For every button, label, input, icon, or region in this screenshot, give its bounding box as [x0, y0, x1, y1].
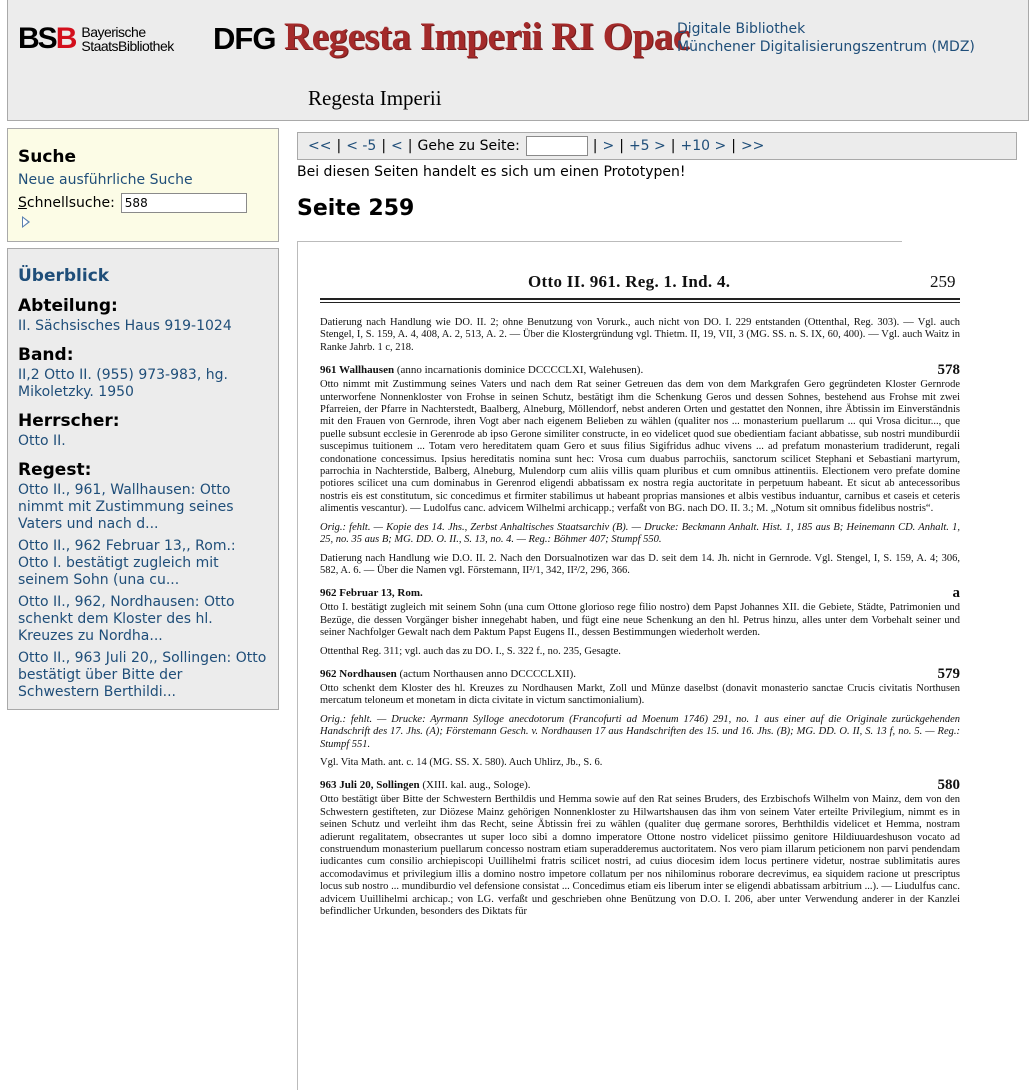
entry-580-text: Otto bestätigt über Bitte der Schwestern Berthildis und Hemma sowie auf den Rat seines Bruders, des Erzbischofs Wilhelm von Mainz, dem von den Schwestern gestifteten, zur Diözese Mainz gehörigen Nonnenkloster zu Hilwartshausen das ihm von seinem Vater erteilte Privilegium, nimmt es in seinen Schutz und verleiht ihm das Recht, seine Äbtissin frei zu wählen (qualiter duę germane sorores, Berhthildis videlicet et Hemma, nostram adierunt regalitatem, obsecrantes ut super loco sibi a domno imperatore Ottone nostro videlicet piissimo genitore Hildiuuardeshuson vocato ad construendum monasterium puellarum concesso nostram etiam superadderemus auctoritatem. Nos vero piam illarum peticionem non parvi pendendam iudicantes cum consilio archiepiscopi Uuillihelmi fratris scilicet nostri, ad cuius diocesim idem locus pertinere videtur, nostrae sublimitatis aures accomodavimus et privilegium illis a domino nostro impetore collatum per nos nihilominus roborare decrevimus, ea siquidem racione ut prescriptus locus sub nostro ... mundiburdio vel defensione consistat ... Concedimus etiam eis liberum inter se eligendi abbatissam arbitrium ...). — Liudulfus canc. advicem Uuillihelmi archicap.; von LG. verfaßt und geschrieben ohne Benützung von D.O. I. 206, aber unter Verwendung anderer in der Kanzlei befindlicher Urkunden, besonders des Diktats für [320, 794, 960, 918]
abteilung-label: Abteilung: [18, 296, 118, 316]
scan-rule [320, 302, 960, 303]
quick-search-label: Schnellsuche: [18, 195, 115, 211]
entry-number: 580 [937, 777, 960, 794]
scan-running-head [320, 272, 960, 292]
regest-link[interactable]: Otto II., 961, Wallhausen: Otto nimmt mit Zustimmung seines Vaters und nach d... [18, 482, 234, 532]
bsb-logo-text: Bayerische StaatsBibliothek [81, 24, 174, 54]
entry-579-heading: 962 Nordhausen (actum Northausen anno DCCCCLXII). 579 [320, 665, 960, 682]
scan-head-title: Otto II. 961. Reg. 1. Ind. 4. [528, 272, 731, 291]
herrscher-link[interactable]: Otto II. [18, 433, 66, 449]
quick-search-row [18, 193, 268, 213]
mdz-links [677, 20, 975, 56]
nav-prev-link[interactable]: < [391, 138, 403, 154]
goto-page-input[interactable] [526, 136, 588, 156]
search-title: Suche [18, 147, 77, 167]
entry-number: a [952, 585, 960, 602]
page-navigation [297, 132, 1017, 160]
entry-579-sources: Orig.: fehlt. — Drucke: Ayrmann Sylloge anecdotorum (Francofurti ad Moenum 1746) 291, no. 1 aus einer auf die Originale zurückgehenden Handschrift des 17. Jhs. (A); Förstemann Gesch. v. Nordhausen 17 aus Handschriften des 15. und 16. Jhs. (B); MG. DD. O. II, S. 13 f, no. 5. — Reg.: Stumpf 551. [320, 713, 960, 750]
nav-separator: | [381, 138, 387, 154]
band-link[interactable]: II,2 Otto II. (955) 973-983, hg. Mikoletzky. 1950 [18, 367, 228, 400]
search-panel [7, 128, 279, 242]
dfg-logo[interactable]: DFG [213, 21, 276, 56]
entry-578-text: Otto nimmt mit Zustimmung seines Vaters und nach dem Rat seiner Getreuen das dem von dem Markgrafen Gero gegründeten Kloster Gernrode unterworfene Nonnenkloster von Frohse in seinen Schutz, bestätigt ihm die Schenkung Geros und dessen Sohnes, bestehend aus Frohse mit zwei Pfarreien, der Pfarre in Nachterstedt, Baalberg, Alneburg, Möllendorf, nebst anderen Orten und gestattet den Nonnen, ihre Äbtissin im Einverständnis mit den Frauen von Gernrode, ihren Vogt aber nach eigenem Belieben zu wählen (qualiter nos ... monasterium puellarum ... qui Vrosa dicitur..., que puelle subsunt ecclesie in Gerenrode ab ipso Gerone similiter constructe, in eo videlicet quod sue obedientiam faciant abbatisse, sub nostri mundiburdii suscepimus tuitionem ... Totam vero hereditatem quam Gero et suus filius Sigifridus adhuc vivens ... ad prefatum monasterium tradiderunt, regali condonatione concessimus. Ipsius hereditatis nomina sunt hec: Vrosa cum duabus parrochiis, sanctorum scilicet Stephani et Sebastiani martyrum, parrochia in Nachterstide, Balberg, Alneburg, Mulendorp cum aliis villis quam pluribus et cum omnibus attinentiis. Electionem vero prefate domine potiores scilicet una cum dominabus in Gerenrod eligendi abbatissam ex nostra regia auctoritate in perpetuum habeant. Et sicut ab antecessoribus nostris eis est constitutum, sic concedimus et firmiter stabilimus ut habeant proprias mansiones et albis vestibus induantur, carnibus et caseis et ceteris alimentis vescantur). — Ludolfus canc. advicem Wilhelmi archicapp.; verfaßt von BG. nach DO. II. 3.; M. „Notum sit omnibus fidelibus nostris“. [320, 379, 960, 515]
nav-separator: | [592, 138, 598, 154]
scanned-page-image[interactable] [297, 241, 960, 1090]
nav-separator: | [407, 138, 413, 154]
nav-separator: | [670, 138, 676, 154]
entry-578-heading: 961 Wallhausen (anno incarnationis dominice DCCCCLXI, Walehusen). 578 [320, 362, 960, 379]
regest-link[interactable]: Otto II., 962, Nordhausen: Otto schenkt dem Kloster des hl. Kreuzes zu Nordha... [18, 594, 235, 644]
regest-link[interactable]: Otto II., 963 Juli 20,, Sollingen: Otto bestätigt über Bitte der Schwestern Berthildi... [18, 650, 267, 700]
entry-number: 578 [937, 362, 960, 379]
overview-title[interactable]: Überblick [18, 266, 110, 286]
scan-rule [320, 298, 960, 300]
nav-separator: | [619, 138, 624, 154]
prototype-note: Bei diesen Seiten handelt es sich um einen Prototypen! [297, 164, 686, 180]
search-go-icon[interactable] [22, 216, 30, 228]
entry-a-text: Otto I. bestätigt zugleich mit seinem Sohn (una cum Ottone glorioso rege filio nostro) dem Papst Johannes XII. die Gebiete, Städte, Patrimonien und Bezüge, die dessen Vorgänger bisher innegehabt haben, und fügt eine neue Schenkung an den hl. Petrus hinzu, alles unter dem Vorbehalt seiner und seiner Nachfolger Gewalt nach dem Paktum Papst Eugens II., dessen Bestimmungen wiederholt werden. [320, 602, 960, 639]
page-heading: Regesta Imperii [308, 86, 442, 110]
entry-578-sources: Orig.: fehlt. — Kopie des 14. Jhs., Zerbst Anhaltisches Staatsarchiv (B). — Drucke: Beckmann Anhalt. Hist. 1, 185 aus B; Heinemann CD. Anhalt. 1, 25, no. 35 aus B; MG. DD. O. II., S. 13, no. 4. — Reg.: Böhmer 407; Stumpf 550. [320, 521, 960, 546]
quick-search-input[interactable] [121, 193, 247, 213]
advanced-search-link[interactable]: Neue ausführliche Suche [18, 172, 193, 188]
overview-panel [7, 248, 279, 710]
site-header [7, 0, 1029, 121]
entry-579-text: Otto schenkt dem Kloster des hl. Kreuzes zu Nordhausen Markt, Zoll und Münze daselbst (donavit monasterio sanctae Crucis civitatis Northusen mercatum teloneum et monetam in dicta civitate in victum sanctimonialium). [320, 682, 960, 707]
entry-579-note: Vgl. Vita Math. ant. c. 14 (MG. SS. X. 580). Auch Uhlirz, Jb., S. 6. [320, 756, 603, 768]
entry-578-note: Datierung nach Handlung wie D.O. II. 2. Nach den Dorsualnotizen war das D. seit dem 14. Jh. nicht in Gernrode. Vgl. Stengel, I, S. 159, A. 4; 306, 582, A. 6. — Über die Namen vgl. Förstemann, II²/1, 342, II²/2, 296, 366. [320, 552, 960, 576]
entry-580-heading: 963 Juli 20, Sollingen (XIII. kal. aug., Sologe). 580 [320, 777, 960, 794]
page-title: Seite 259 [297, 196, 415, 221]
nav-first-link[interactable]: << [308, 138, 332, 154]
nav-separator: | [731, 138, 736, 154]
scan-page-number: 259 [930, 272, 956, 291]
entry-a-heading: 962 Februar 13, Rom. a [320, 585, 960, 602]
goto-page-label: Gehe zu Seite: [417, 138, 520, 154]
scan-intro-note: Datierung nach Handlung wie DO. II. 2; ohne Benutzung von Vorurk., auch nicht von DO. I. 229 entstanden (Ottenthal, Reg. 303). — Vgl. auch Stengel, I, S. 159, A. 4, 408, A. 2, 513, A. 2. — Über die Klostergründung vgl. Thietm. II, 19, VII, 3 (MG. SS. n. S. IX, 60, 400). — Vgl. auch Waitz in Ranke Jahrb. 1 c, 218. [320, 317, 960, 353]
ri-opac-title[interactable]: Regesta Imperii RI Opac [284, 15, 690, 58]
mdz-link-digitale-bibliothek[interactable]: Digitale Bibliothek [677, 21, 806, 37]
nav-next-link[interactable]: > [602, 138, 615, 154]
abteilung-link[interactable]: II. Sächsisches Haus 919-1024 [18, 318, 232, 334]
band-label: Band: [18, 345, 74, 365]
herrscher-label: Herrscher: [18, 411, 120, 431]
regest-label: Regest: [18, 460, 92, 480]
nav-minus5-link[interactable]: < -5 [346, 138, 377, 154]
nav-last-link[interactable]: >> [740, 138, 765, 154]
regest-link[interactable]: Otto II., 962 Februar 13,, Rom.: Otto I. bestätigt zugleich mit seinem Sohn (una cu... [18, 538, 236, 588]
nav-separator: | [336, 138, 342, 154]
entry-a-note: Ottenthal Reg. 311; vgl. auch das zu DO. I., S. 322 f., no. 235, Gesagte. [320, 645, 621, 657]
scanned-page-content [320, 272, 960, 918]
regest-list [18, 482, 268, 701]
bsb-logo-mark: BSB [18, 22, 76, 55]
mdz-link-mdz[interactable]: Münchener Digitalisierungszentrum (MDZ) [677, 39, 975, 55]
nav-plus5-link[interactable]: +5 > [628, 138, 666, 154]
nav-plus10-link[interactable]: +10 > [680, 138, 727, 154]
bsb-logo[interactable] [18, 24, 174, 54]
entry-number: 579 [937, 665, 960, 682]
